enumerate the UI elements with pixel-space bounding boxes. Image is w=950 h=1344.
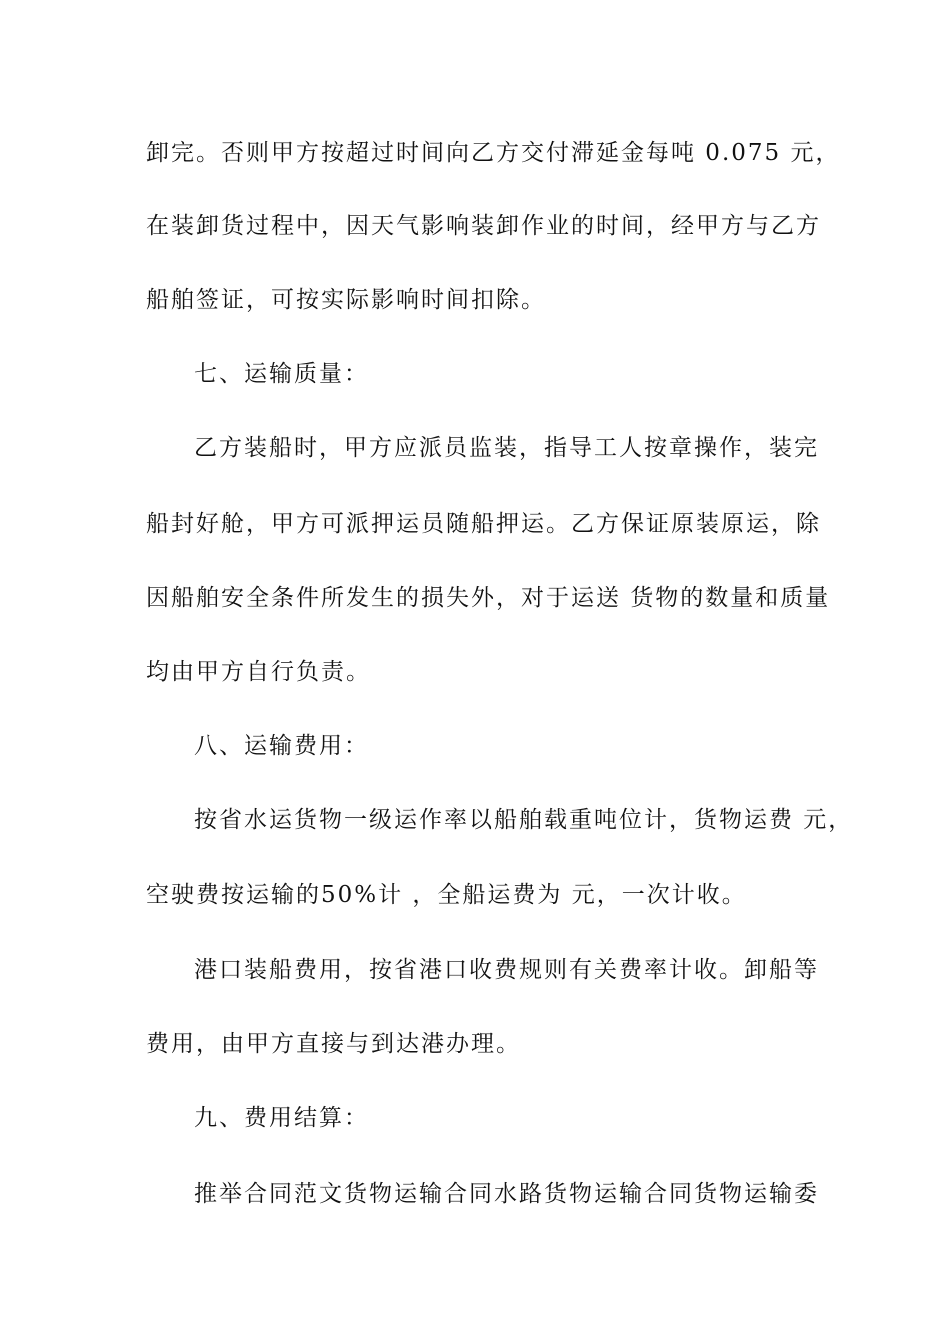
text-line-7: 因船舶安全条件所发生的损失外，对于运送 货物的数量和质量 xyxy=(146,585,831,611)
text-line-8: 均由甲方自行负责。 xyxy=(146,659,371,685)
text-line-10: 按省水运货物一级运作率以船舶载重吨位计，货物运费 元， xyxy=(194,807,854,833)
text-line-3: 船舶签证，可按实际影响时间扣除。 xyxy=(146,287,546,313)
text-line-15: 推举合同范文货物运输合同水路货物运输合同货物运输委 xyxy=(194,1181,819,1207)
text-line-13: 费用，由甲方直接与到达港办理。 xyxy=(146,1031,521,1057)
text-line-2: 在装卸货过程中，因天气影响装卸作业的时间，经甲方与乙方 xyxy=(146,213,821,239)
text-line-1: 卸完。否则甲方按超过时间向乙方交付滞延金每吨 0.075 元， xyxy=(146,140,841,166)
text-line-11: 空驶费按运输的50%计 ，全船运费为 元，一次计收。 xyxy=(146,882,747,908)
text-line-12: 港口装船费用，按省港口收费规则有关费率计收。卸船等 xyxy=(194,957,819,983)
text-line-6: 船封好舱，甲方可派押运员随船押运。乙方保证原装原运，除 xyxy=(146,511,821,537)
text-line-5: 乙方装船时，甲方应派员监装，指导工人按章操作，装完 xyxy=(194,435,819,461)
section-heading-7: 七、运输质量： xyxy=(194,361,369,387)
section-heading-9: 九、费用结算： xyxy=(194,1105,369,1131)
section-heading-8: 八、运输费用： xyxy=(194,733,369,759)
